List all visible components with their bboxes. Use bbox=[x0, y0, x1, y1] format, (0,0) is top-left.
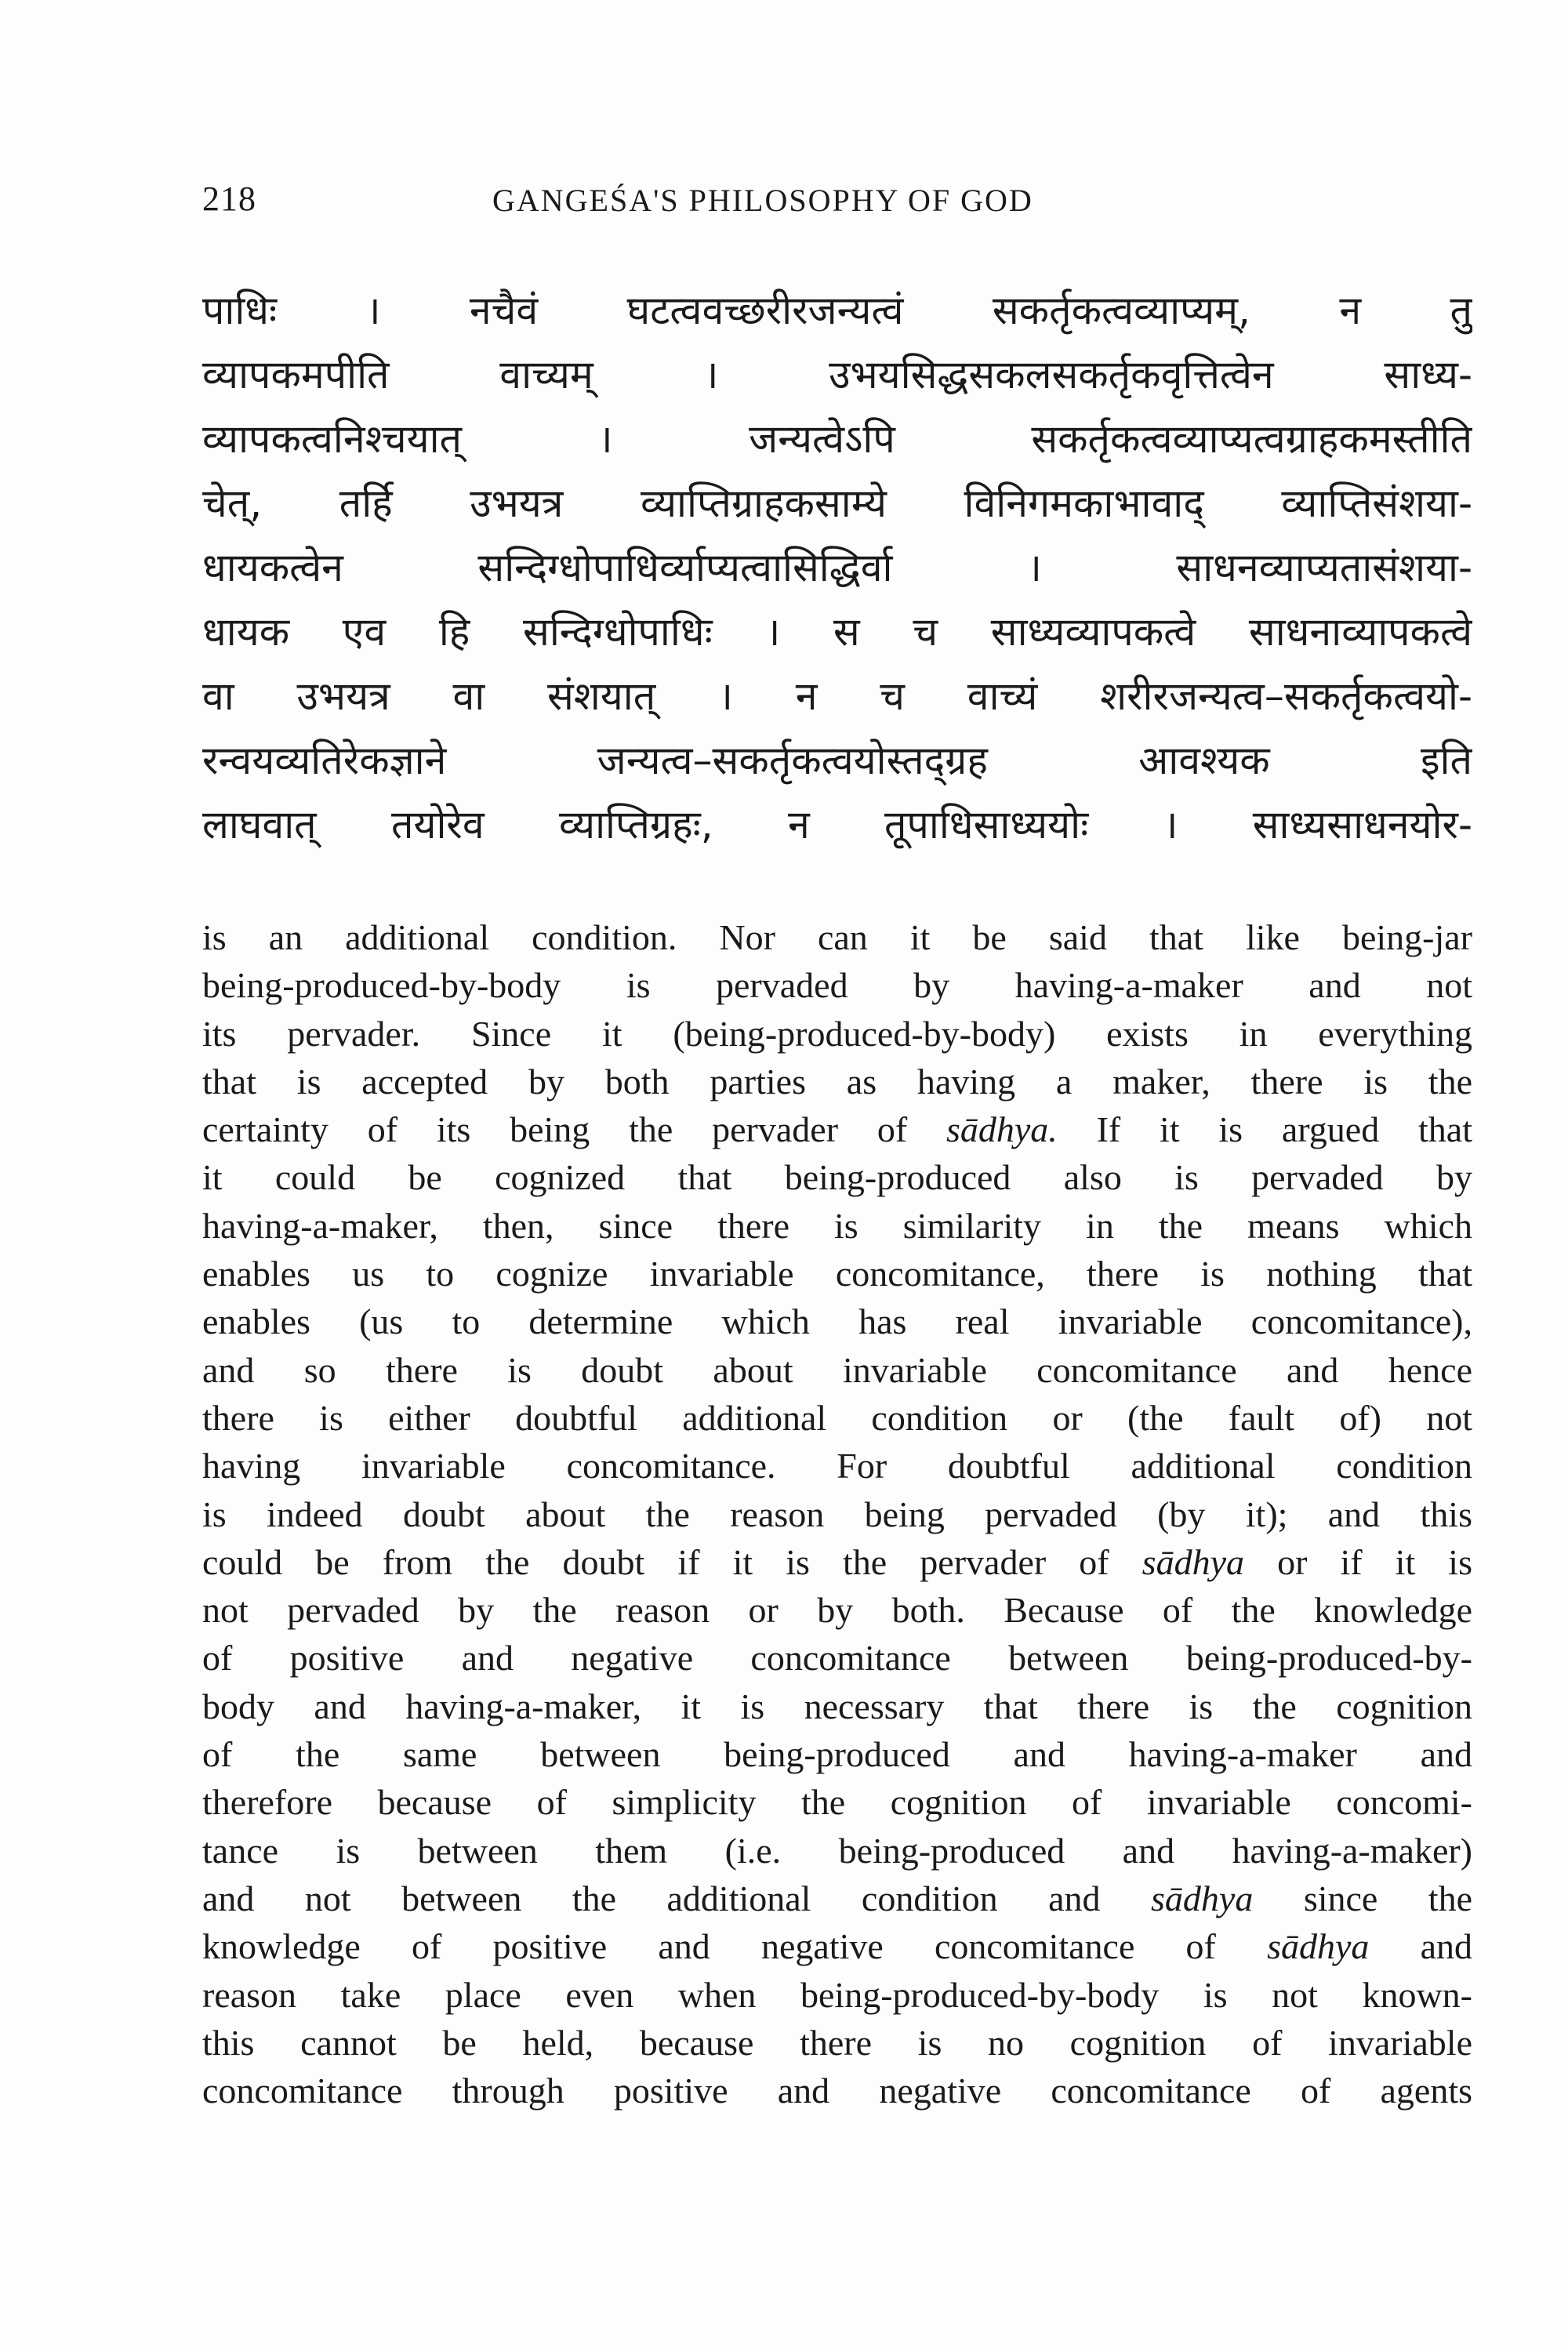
line-text: If it is argued that bbox=[1057, 1109, 1472, 1150]
line-text: this cannot be held, because there is no cognition of invariable bbox=[202, 2022, 1472, 2063]
sanskrit-line: धायकत्वेन सन्दिग्धोपाधिर्व्याप्यत्वासिद्धिर्वा । साधनव्याप्यतासंशया- bbox=[202, 545, 1472, 590]
line-text: body and having-a-maker, it is necessary that there is the cognition bbox=[202, 1686, 1472, 1726]
translation-line bbox=[202, 1442, 1472, 1490]
line-text: that is accepted by both parties as having a maker, there is the bbox=[202, 1061, 1472, 1102]
translation-line bbox=[202, 1827, 1472, 1875]
translation-line bbox=[202, 1971, 1472, 2019]
italic-term: sādhya bbox=[1267, 1926, 1370, 1967]
translation-line bbox=[202, 1058, 1472, 1105]
translation-line bbox=[202, 1922, 1472, 1970]
translation-line bbox=[202, 2019, 1472, 2067]
line-text: is an additional condition. Nor can it be said that like being-jar bbox=[202, 917, 1472, 957]
line-text: tance is between them (i.e. being-produced and having-a-maker) bbox=[202, 1830, 1472, 1871]
line-text: enables us to cognize invariable concomitance, there is nothing that bbox=[202, 1254, 1472, 1294]
line-text: having invariable concomitance. For doubtful additional condition bbox=[202, 1446, 1472, 1486]
translation-line bbox=[202, 1538, 1472, 1586]
line-text: could be from the doubt if it is the pervader of bbox=[202, 1541, 1142, 1582]
sanskrit-line: व्यापकत्वनिश्चयात् । जन्यत्वेऽपि सकर्तृकत्वव्याप्यत्वग्राहकमस्तीति bbox=[202, 416, 1472, 462]
translation-line bbox=[202, 1010, 1472, 1058]
translation-line bbox=[202, 2067, 1472, 2114]
line-text: and bbox=[1369, 1926, 1472, 1967]
line-text: certainty of its being the pervader of bbox=[202, 1109, 946, 1150]
sanskrit-text-block bbox=[202, 278, 1472, 857]
translation-line bbox=[202, 1490, 1472, 1538]
line-text: and so there is doubt about invariable concomitance and hence bbox=[202, 1349, 1472, 1390]
translation-line bbox=[202, 1634, 1472, 1682]
translation-line bbox=[202, 1346, 1472, 1394]
translation-line bbox=[202, 1298, 1472, 1345]
translation-line bbox=[202, 1730, 1472, 1778]
translation-line bbox=[202, 1394, 1472, 1442]
line-text: therefore because of simplicity the cognition of invariable concomi- bbox=[202, 1782, 1472, 1823]
translation-line bbox=[202, 1105, 1472, 1153]
line-text: its pervader. Since it (being-produced-by-body) exists in everything bbox=[202, 1013, 1472, 1054]
line-text: being-produced-by-body is pervaded by having-a-maker and not bbox=[202, 965, 1472, 1006]
translation-line bbox=[202, 1202, 1472, 1250]
translation-line bbox=[202, 1586, 1472, 1634]
line-text: reason take place even when being-produced-by-body is not known- bbox=[202, 1974, 1472, 2015]
sanskrit-line: धायक एव हि सन्दिग्धोपाधिः । स च साध्यव्यापकत्वे साधनाव्यापकत्वे bbox=[202, 609, 1472, 655]
sanskrit-line: रन्वयव्यतिरेकज्ञाने जन्यत्व–सकर्तृकत्वयोस्तद्ग्रह आवश्यक इति bbox=[202, 738, 1472, 783]
line-text: or if it is bbox=[1244, 1541, 1472, 1582]
line-text: of the same between being-produced and having-a-maker and bbox=[202, 1734, 1472, 1775]
line-text: concomitance through positive and negative concomitance of agents bbox=[202, 2071, 1472, 2111]
italic-term: sādhya bbox=[1142, 1541, 1244, 1582]
line-text: it could be cognized that being-produced also is pervaded by bbox=[202, 1157, 1472, 1198]
italic-term: sādhya. bbox=[946, 1109, 1058, 1150]
sanskrit-line: लाघवात् तयोरेव व्याप्तिग्रहः, न तूपाधिसाध्ययोः । साध्यसाधनयोर- bbox=[202, 802, 1472, 848]
line-text: since the bbox=[1253, 1878, 1472, 1918]
line-text: not pervaded by the reason or by both. Because of the knowledge bbox=[202, 1590, 1472, 1631]
italic-term: sādhya bbox=[1151, 1878, 1254, 1918]
sanskrit-line: पाधिः । नचैवं घटत्ववच्छरीरजन्यत्वं सकर्तृकत्वव्याप्यम्, न तु bbox=[202, 288, 1472, 333]
sanskrit-line: वा उभयत्र वा संशयात् । न च वाच्यं शरीरजन्यत्व–सकर्तृकत्वयो- bbox=[202, 673, 1472, 719]
english-translation-block bbox=[202, 913, 1472, 2114]
translation-line bbox=[202, 1682, 1472, 1730]
translation-line bbox=[202, 961, 1472, 1009]
translation-line bbox=[202, 1778, 1472, 1826]
line-text: is indeed doubt about the reason being pervaded (by it); and this bbox=[202, 1494, 1472, 1534]
line-text: knowledge of positive and negative concomitance of bbox=[202, 1926, 1268, 1967]
sanskrit-line: व्यापकमपीति वाच्यम् । उभयसिद्धसकलसकर्तृकवृत्तित्वेन साध्य- bbox=[202, 352, 1472, 397]
translation-line bbox=[202, 1250, 1472, 1298]
line-text: enables (us to determine which has real invariable concomitance), bbox=[202, 1301, 1472, 1342]
line-text: there is either doubtful additional condition or (the fault of) not bbox=[202, 1397, 1472, 1438]
line-text: of positive and negative concomitance between being-produced-by- bbox=[202, 1638, 1472, 1679]
translation-line bbox=[202, 1153, 1472, 1201]
running-title: GANGEŚA'S PHILOSOPHY OF GOD bbox=[492, 183, 1033, 218]
line-text: and not between the additional condition and bbox=[202, 1878, 1152, 1918]
translation-line bbox=[202, 1875, 1472, 1922]
page-header bbox=[202, 179, 1472, 234]
sanskrit-line: चेत्, तर्हि उभयत्र व्याप्तिग्राहकसाम्ये विनिगमकाभावाद् व्याप्तिसंशया- bbox=[202, 481, 1472, 526]
line-text: having-a-maker, then, since there is similarity in the means which bbox=[202, 1205, 1472, 1246]
translation-line bbox=[202, 913, 1472, 961]
page-number: 218 bbox=[202, 180, 256, 218]
